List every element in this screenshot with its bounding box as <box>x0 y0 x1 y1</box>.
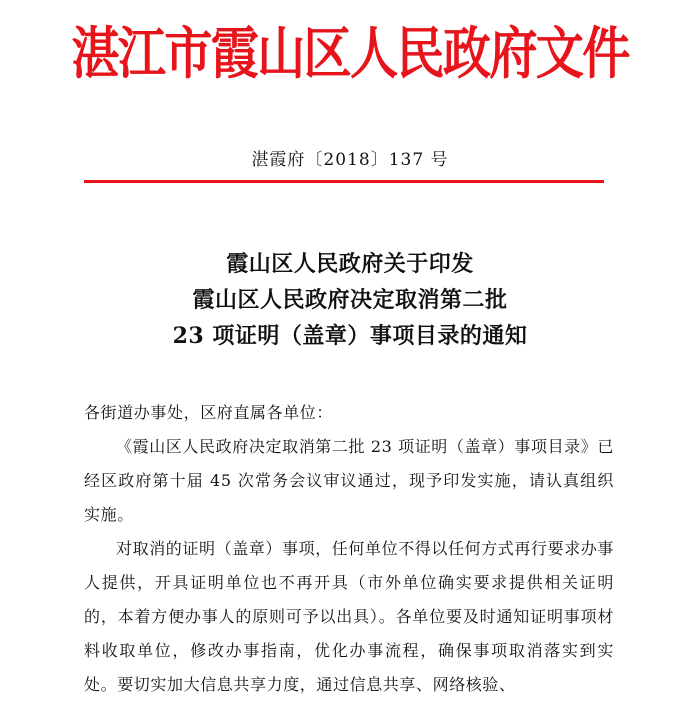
body-paragraph-1: 《霞山区人民政府决定取消第二批 23 项证明（盖章）事项目录》已经区政府第十届 45 次常务会议审议通过，现予印发实施，请认真组织实施。 <box>84 437 614 524</box>
notice-title-line-1: 霞山区人民政府关于印发 <box>226 251 474 277</box>
salutation: 各街道办事处，区府直属各单位： <box>84 403 334 422</box>
body-paragraph-2: 对取消的证明（盖章）事项，任何单位不得以任何方式再行要求办事人提供，开具证明单位也不再开具（市外单位确实要求提供相关证明的，本着方便办事人的原则可予以出具）。各单位要及时通知证明事项材料收取单位，修改办事指南，优化办事流程，确保事项取消落实到实处。要切实加大信息共享力度，通过信息共享、网络核验、 <box>84 539 615 694</box>
notice-title <box>0 246 700 354</box>
red-divider-line <box>84 180 604 183</box>
document-masthead: 湛江市霞山区人民政府文件 <box>71 21 629 87</box>
document-number: 湛霞府〔2018〕137 号 <box>251 150 449 170</box>
document-body <box>84 396 614 702</box>
notice-title-line-3: 23 项证明（盖章）事项目录的通知 <box>172 323 528 349</box>
notice-title-line-2: 霞山区人民政府决定取消第二批 <box>192 287 508 313</box>
